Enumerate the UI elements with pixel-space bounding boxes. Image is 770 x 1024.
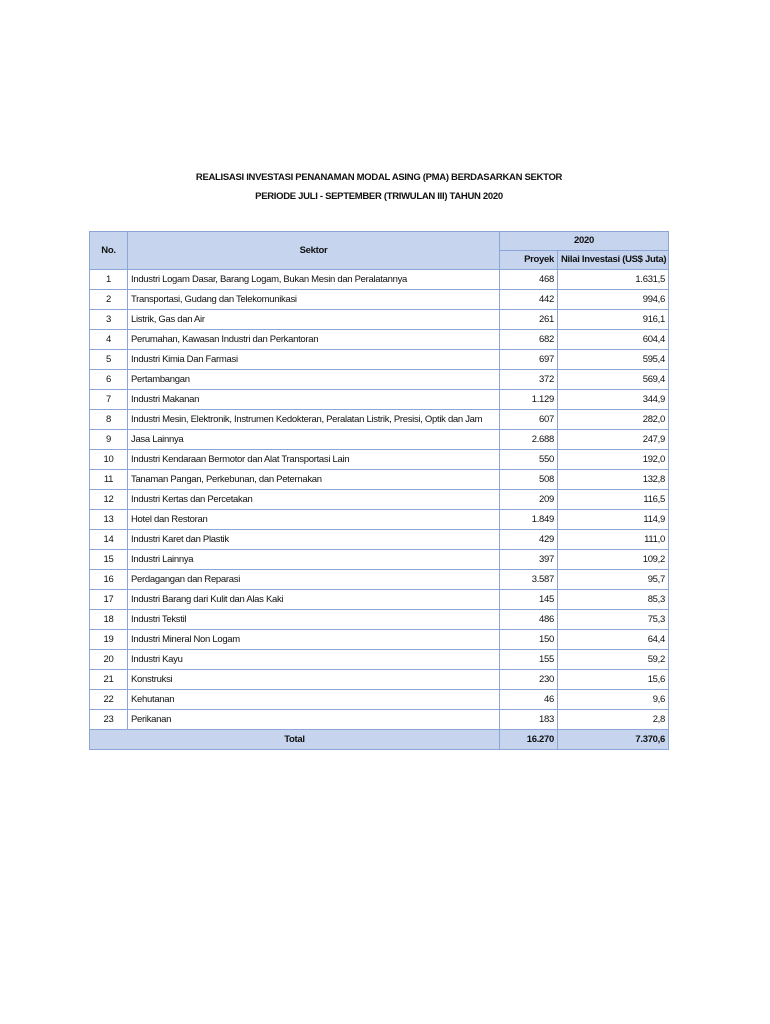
table-row [90, 470, 669, 490]
row-no: 1 [90, 270, 128, 290]
table-row [90, 550, 669, 570]
header-sektor: Sektor [128, 232, 500, 270]
row-proyek: 550 [500, 450, 558, 470]
row-nilai: 75,3 [558, 610, 669, 630]
row-proyek: 607 [500, 410, 558, 430]
table-row [90, 390, 669, 410]
table-row [90, 370, 669, 390]
row-no: 18 [90, 610, 128, 630]
table-row [90, 530, 669, 550]
row-no: 15 [90, 550, 128, 570]
row-nilai: 344,9 [558, 390, 669, 410]
row-nilai: 569,4 [558, 370, 669, 390]
row-no: 23 [90, 710, 128, 730]
row-nilai: 282,0 [558, 410, 669, 430]
title-line-2: PERIODE JULI - SEPTEMBER (TRIWULAN III) TAHUN 2020 [255, 191, 503, 202]
table-row [90, 310, 669, 330]
row-sektor: Kehutanan [128, 690, 500, 710]
row-no: 4 [90, 330, 128, 350]
row-no: 6 [90, 370, 128, 390]
row-proyek: 209 [500, 490, 558, 510]
row-sektor: Perikanan [128, 710, 500, 730]
row-no: 20 [90, 650, 128, 670]
row-sektor: Industri Kendaraan Bermotor dan Alat Transportasi Lain [128, 450, 500, 470]
row-no: 16 [90, 570, 128, 590]
table-row [90, 670, 669, 690]
row-sektor: Industri Tekstil [128, 610, 500, 630]
table-row [90, 490, 669, 510]
row-nilai: 15,6 [558, 670, 669, 690]
row-nilai: 1.631,5 [558, 270, 669, 290]
table-row [90, 570, 669, 590]
row-nilai: 114,9 [558, 510, 669, 530]
row-proyek: 468 [500, 270, 558, 290]
row-proyek: 3.587 [500, 570, 558, 590]
row-sektor: Industri Kimia Dan Farmasi [128, 350, 500, 370]
table-row [90, 590, 669, 610]
header-proyek: Proyek [500, 251, 558, 270]
table-row [90, 350, 669, 370]
row-nilai: 109,2 [558, 550, 669, 570]
row-proyek: 682 [500, 330, 558, 350]
row-nilai: 994,6 [558, 290, 669, 310]
table-row [90, 430, 669, 450]
header-no: No. [90, 232, 128, 270]
row-sektor: Industri Mineral Non Logam [128, 630, 500, 650]
header-year: 2020 [500, 232, 669, 251]
row-nilai: 85,3 [558, 590, 669, 610]
row-nilai: 59,2 [558, 650, 669, 670]
row-no: 3 [90, 310, 128, 330]
row-nilai: 64,4 [558, 630, 669, 650]
table-row [90, 290, 669, 310]
row-proyek: 697 [500, 350, 558, 370]
total-label: Total [90, 730, 500, 750]
table-row [90, 610, 669, 630]
row-sektor: Industri Kertas dan Percetakan [128, 490, 500, 510]
row-no: 13 [90, 510, 128, 530]
row-nilai: 9,6 [558, 690, 669, 710]
table-row [90, 410, 669, 430]
row-sektor: Jasa Lainnya [128, 430, 500, 450]
row-nilai: 132,8 [558, 470, 669, 490]
row-sektor: Perumahan, Kawasan Industri dan Perkantoran [128, 330, 500, 350]
row-sektor: Konstruksi [128, 670, 500, 690]
row-proyek: 1.129 [500, 390, 558, 410]
row-proyek: 397 [500, 550, 558, 570]
row-no: 8 [90, 410, 128, 430]
row-proyek: 372 [500, 370, 558, 390]
total-nilai: 7.370,6 [558, 730, 669, 750]
table-row [90, 710, 669, 730]
row-no: 21 [90, 670, 128, 690]
table-row [90, 650, 669, 670]
table-row [90, 270, 669, 290]
table-row [90, 510, 669, 530]
table-header [90, 232, 669, 270]
row-nilai: 111,0 [558, 530, 669, 550]
row-proyek: 508 [500, 470, 558, 490]
row-sektor: Tanaman Pangan, Perkebunan, dan Peternakan [128, 470, 500, 490]
total-row [90, 730, 669, 750]
row-no: 5 [90, 350, 128, 370]
row-sektor: Industri Makanan [128, 390, 500, 410]
row-proyek: 261 [500, 310, 558, 330]
row-sektor: Hotel dan Restoran [128, 510, 500, 530]
row-proyek: 145 [500, 590, 558, 610]
row-proyek: 429 [500, 530, 558, 550]
row-no: 11 [90, 470, 128, 490]
row-no: 22 [90, 690, 128, 710]
total-proyek: 16.270 [500, 730, 558, 750]
row-nilai: 95,7 [558, 570, 669, 590]
row-no: 12 [90, 490, 128, 510]
row-nilai: 116,5 [558, 490, 669, 510]
row-sektor: Perdagangan dan Reparasi [128, 570, 500, 590]
row-proyek: 486 [500, 610, 558, 630]
row-sektor: Industri Kayu [128, 650, 500, 670]
row-proyek: 155 [500, 650, 558, 670]
row-sektor: Industri Logam Dasar, Barang Logam, Bukan Mesin dan Peralatannya [128, 270, 500, 290]
row-sektor: Transportasi, Gudang dan Telekomunikasi [128, 290, 500, 310]
row-no: 14 [90, 530, 128, 550]
row-nilai: 604,4 [558, 330, 669, 350]
table-row [90, 330, 669, 350]
row-proyek: 442 [500, 290, 558, 310]
title-line-1: REALISASI INVESTASI PENANAMAN MODAL ASING (PMA) BERDASARKAN SEKTOR [195, 172, 563, 183]
row-proyek: 150 [500, 630, 558, 650]
row-nilai: 916,1 [558, 310, 669, 330]
document-title [0, 168, 758, 206]
row-sektor: Listrik, Gas dan Air [128, 310, 500, 330]
row-sektor: Industri Lainnya [128, 550, 500, 570]
row-nilai: 595,4 [558, 350, 669, 370]
row-proyek: 46 [500, 690, 558, 710]
row-sektor: Pertambangan [128, 370, 500, 390]
investment-table [89, 231, 669, 750]
row-proyek: 230 [500, 670, 558, 690]
table-row [90, 690, 669, 710]
table-row [90, 630, 669, 650]
row-proyek: 2.688 [500, 430, 558, 450]
row-proyek: 1.849 [500, 510, 558, 530]
row-no: 17 [90, 590, 128, 610]
row-sektor: Industri Barang dari Kulit dan Alas Kaki [128, 590, 500, 610]
row-no: 7 [90, 390, 128, 410]
table-row [90, 450, 669, 470]
row-no: 19 [90, 630, 128, 650]
row-nilai: 192,0 [558, 450, 669, 470]
row-proyek: 183 [500, 710, 558, 730]
row-no: 2 [90, 290, 128, 310]
table-footer [90, 730, 669, 750]
row-nilai: 247,9 [558, 430, 669, 450]
row-sektor: Industri Mesin, Elektronik, Instrumen Kedokteran, Peralatan Listrik, Presisi, Optik dan Jam [128, 410, 500, 430]
row-sektor: Industri Karet dan Plastik [128, 530, 500, 550]
row-no: 10 [90, 450, 128, 470]
row-nilai: 2,8 [558, 710, 669, 730]
table-body [90, 270, 669, 730]
header-nilai: Nilai Investasi (US$ Juta) [558, 251, 669, 270]
row-no: 9 [90, 430, 128, 450]
